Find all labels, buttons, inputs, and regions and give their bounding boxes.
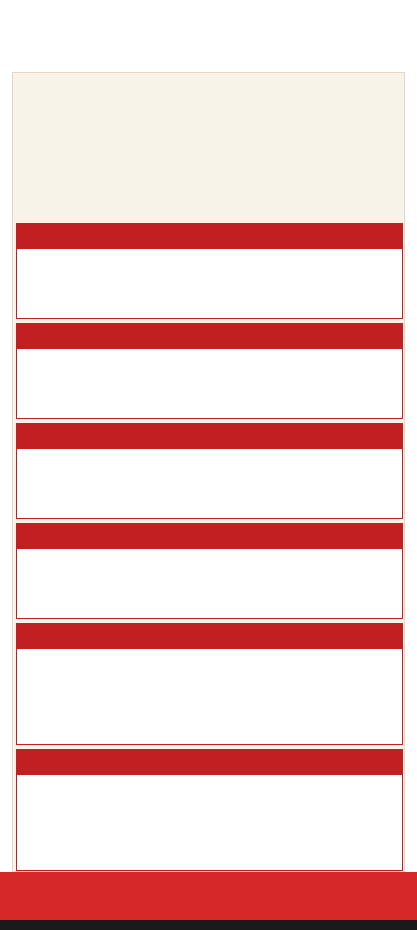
section-ent bbox=[16, 423, 403, 519]
page-footer bbox=[0, 872, 417, 920]
section-body bbox=[16, 649, 403, 745]
hospital-advertisement bbox=[12, 72, 405, 872]
section-body bbox=[16, 249, 403, 319]
section-general-surgery bbox=[16, 323, 403, 419]
section-heading bbox=[16, 323, 403, 349]
section-dental bbox=[16, 749, 403, 871]
bottom-strip bbox=[0, 920, 417, 930]
section-heading bbox=[16, 423, 403, 449]
sanket-times-logo[interactable] bbox=[150, 14, 268, 54]
section-heading bbox=[16, 523, 403, 549]
section-body bbox=[16, 349, 403, 419]
ad-header bbox=[13, 73, 404, 193]
section-body bbox=[16, 549, 403, 619]
section-heading bbox=[16, 223, 403, 249]
masthead bbox=[0, 0, 417, 72]
section-heading bbox=[16, 749, 403, 775]
section-sonography bbox=[16, 623, 403, 745]
section-body bbox=[16, 449, 403, 519]
section-heading bbox=[16, 623, 403, 649]
section-body bbox=[16, 775, 403, 871]
section-medicine bbox=[16, 223, 403, 319]
section-ophthalmology bbox=[16, 523, 403, 619]
